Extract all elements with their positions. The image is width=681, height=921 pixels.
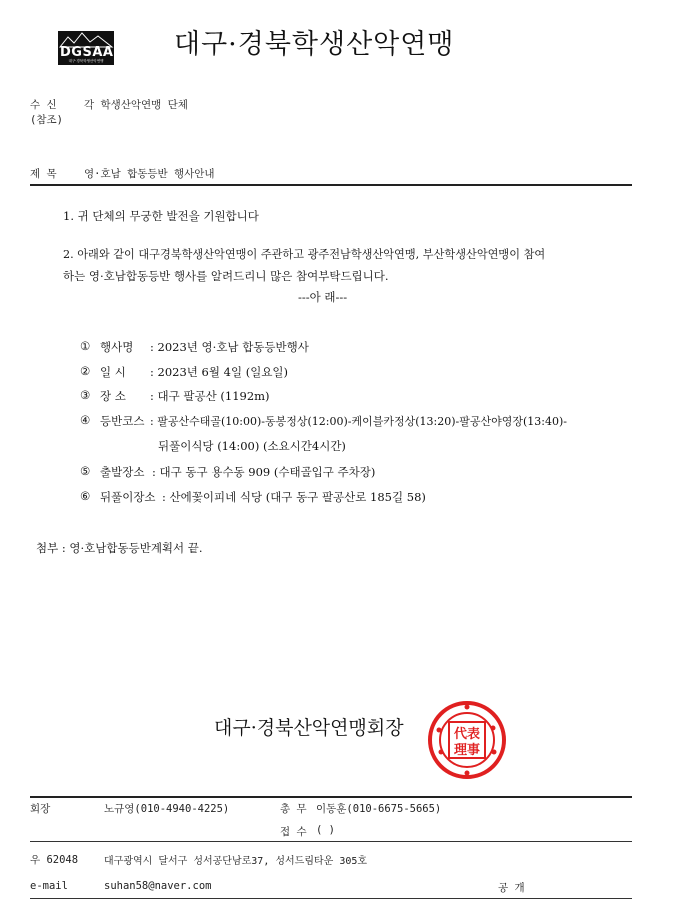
secretary-label: 총 무 [280, 803, 307, 815]
item-number: ⑥ [80, 489, 91, 503]
item-value: : 대구 동구 용수동 909 (수태골입구 주차장) [152, 465, 376, 479]
attachment-line: 첨부 : 영·호남합동등반계획서 끝. [36, 541, 203, 555]
item-number: ⑤ [80, 464, 91, 478]
item-value: : 대구 팔공산 (1192m) [150, 389, 270, 403]
document-title: 대구·경북학생산악연맹 [174, 29, 455, 60]
disclosure-status: 공 개 [498, 882, 525, 894]
organization-logo [58, 31, 114, 65]
reference-label: (참조) [30, 114, 63, 126]
seal-line-2: 理事 [453, 743, 481, 758]
item-value: : 2023년 6월 4일 (일요일) [150, 365, 289, 379]
item-label: 등반코스 [100, 414, 145, 428]
logo-text: DGSAA [60, 45, 114, 60]
item-label: 뒤풀이장소 [100, 490, 156, 504]
item-value-continued: 뒤풀이식당 (14:00) (소요시간4시간) [158, 439, 346, 453]
president-label: 회장 [30, 803, 51, 815]
recipient-label: 수 신 [30, 99, 57, 111]
paragraph-2-line-1: 2. 아래와 같이 대구경북학생산악연맹이 주관하고 광주전남학생산악연맹, 부산학생산악연맹이 참여 [63, 248, 546, 261]
receipt-value: ( ) [316, 824, 335, 836]
subject-value: 영·호남 합동등반 행사안내 [84, 168, 215, 180]
item-label: 행사명 [100, 340, 134, 354]
footer-divider-2 [30, 841, 632, 842]
paragraph-2-line-2: 하는 영·호남합동등반 행사를 알려드리니 많은 참여부탁드립니다. [63, 269, 389, 283]
logo-subtext: 대구·경북학생산악연맹 [68, 59, 104, 63]
footer-divider [30, 796, 632, 798]
item-label: 출발장소 [100, 465, 145, 479]
postal-code: 우 62048 [30, 854, 79, 866]
item-value: : 산에꽃이피네 식당 (대구 동구 팔공산로 185길 58) [162, 490, 426, 504]
official-seal-stamp [427, 700, 507, 780]
item-value: : 2023년 영·호남 합동등반행사 [150, 340, 309, 354]
secretary-contact: 이동훈(010-6675-5665) [316, 803, 442, 815]
item-value: : 팔공산수태골(10:00)-동봉정상(12:00)-케이블카정상(13:20)-팔공산야영장(13:40)- [150, 415, 567, 428]
email-label: e-mail [30, 880, 68, 892]
sender-name: 대구·경북산악연맹회장 [214, 717, 404, 739]
item-number: ③ [80, 388, 91, 402]
seal-line-1: 代表 [453, 727, 481, 742]
item-label: 일 시 [100, 365, 126, 379]
item-label: 장 소 [100, 389, 126, 403]
receipt-label: 접 수 [280, 826, 307, 838]
item-number: ④ [80, 413, 91, 427]
recipient-value: 각 학생산악연맹 단체 [84, 99, 188, 111]
subject-divider [30, 184, 632, 186]
mailing-address: 대구광역시 달서구 성서공단남로37, 성서드림타운 305호 [104, 856, 368, 867]
subject-label: 제 목 [30, 168, 57, 180]
president-contact: 노규영(010-4940-4225) [104, 803, 230, 815]
below-heading: ---아 래--- [298, 290, 348, 304]
paragraph-1: 1. 귀 단체의 무궁한 발전을 기원합니다 [63, 209, 259, 223]
item-number: ① [80, 339, 91, 353]
email-address: suhan58@naver.com [104, 880, 212, 892]
item-number: ② [80, 364, 91, 378]
footer-bottom-rule [30, 898, 632, 899]
